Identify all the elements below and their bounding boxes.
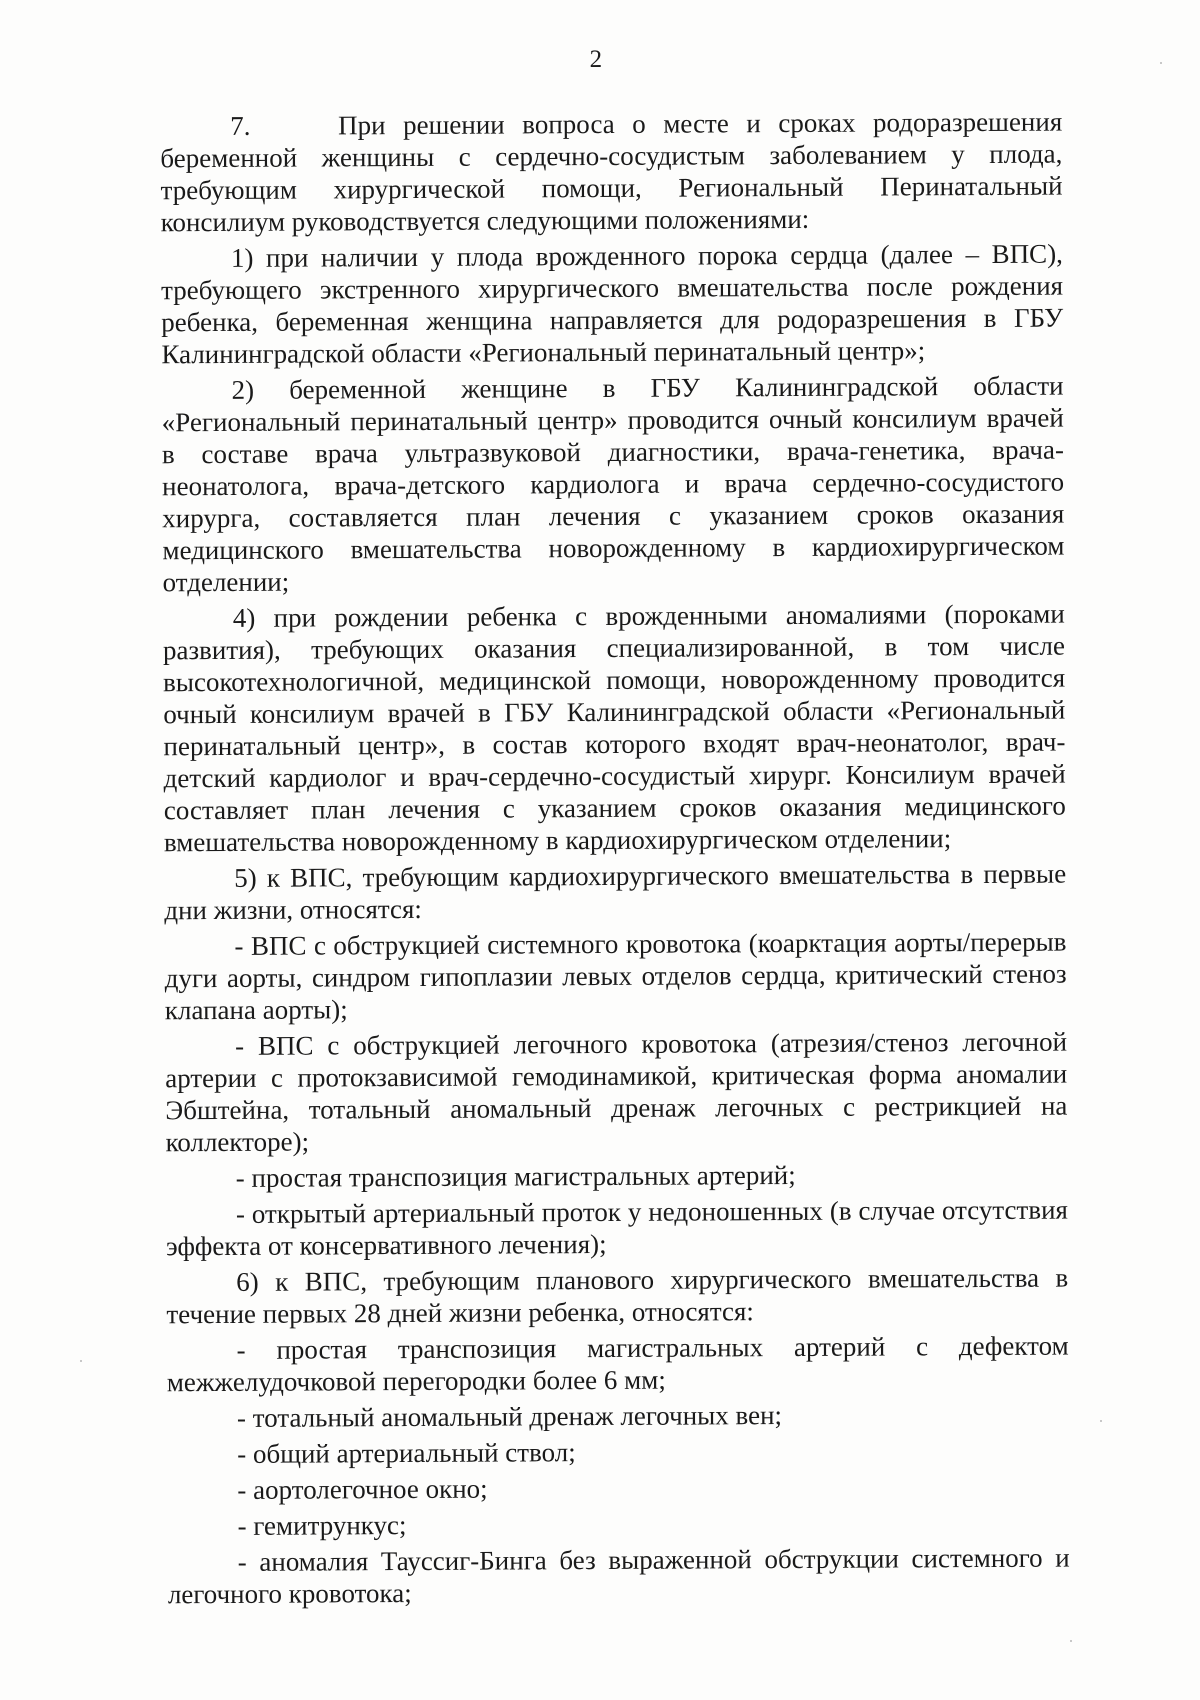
list-item-taussig-bing: - аномалия Тауссиг-Бинга без выраженной обструкции системного и легочного кровотока; (167, 1542, 1070, 1610)
list-item-open-ductus: - открытый артериальный проток у недоношенных (в случае отсутствия эффекта от консервативного лечения); (165, 1194, 1068, 1262)
list-item-common-arterial-trunk: - общий артериальный ствол; (237, 1437, 576, 1469)
list-item-transposition-vsd: - простая транспозиция магистральных артерий с дефектом межжелудочковой перегородки более 6 мм; (166, 1330, 1069, 1398)
page-number: 2 (589, 45, 603, 74)
paragraph-item-2: 2) беременной женщине в ГБУ Калининградской области «Региональный перинатальный центр» проводится очный консилиум врачей в составе врача ультразвуковой диагностики, врача-генетика, врача-неонатолога, врача-детского кардиолога и врача сердечно-сосудистого хирурга, составляется план лечения с указанием сроков оказания медицинского вмешательства новорожденному в кардиохирургическом отделении; (161, 370, 1065, 598)
list-item-simple-transposition: - простая транспозиция магистральных артерий; (235, 1159, 796, 1193)
scan-speck (1100, 1420, 1102, 1422)
scan-speck (80, 1360, 82, 1362)
document-body (160, 106, 1070, 1611)
scan-speck (1070, 1640, 1072, 1642)
paragraph-item-6: 6) к ВПС, требующим планового хирургического вмешательства в течение первых 28 дней жизни ребенка, относятся: (166, 1262, 1069, 1330)
paragraph-item-1: 1) при наличии у плода врожденного порока сердца (далее – ВПС), требующего экстренного хирургического вмешательства после рождения ребенка, беременная женщина направляется для родоразрешения в ГБУ Калининградской области «Региональный перинатальный центр»; (160, 238, 1064, 370)
list-item-total-anomalous-drainage: - тотальный аномальный дренаж легочных вен; (236, 1400, 783, 1433)
list-item-hemitruncus: - гемитрункус; (237, 1510, 407, 1541)
paragraph-item-5: 5) к ВПС, требующим кардиохирургического вмешательства в первые дни жизни, относятся: (164, 858, 1067, 926)
list-item-pulmonary-obstruction: - ВПС с обструкцией легочного кровотока (атрезия/стеноз легочной артерии с протокзависимой гемодинамикой, критическая форма аномалии Эбштейна, тотальный аномальный дренаж легочных с рестрикцией на коллекторе); (165, 1026, 1068, 1158)
list-item-aortopulmonary-window: - аортолегочное окно; (237, 1473, 488, 1505)
scan-speck (1160, 62, 1162, 64)
paragraph-7: 7. При решении вопроса о месте и сроках родоразрешения беременной женщины с сердечно-сосудистым заболеванием у плода, требующим хирургической помощи, Региональный Перинатальный консилиум руководствуется следующими положениями: (160, 106, 1063, 238)
list-item-systemic-obstruction: - ВПС с обструкцией системного кровотока (коарктация аорты/перерыв дуги аорты, синдром гипоплазии левых отделов сердца, критический стеноз клапана аорты); (164, 926, 1067, 1026)
paragraph-item-4: 4) при рождении ребенка с врожденными аномалиями (пороками развития), требующих оказания специализированной, в том числе высокотехнологичной, медицинской помощи, новорожденному проводится очный консилиум врачей в ГБУ Калининградской области «Региональный перинатальный центр», в состав которого входят врач-неонатолог, врач-детский кардиолог и врач-сердечно-сосудистый хирург. Консилиум врачей составляет план лечения с указанием сроков оказания медицинского вмешательства новорожденному в кардиохирургическом отделении; (162, 598, 1066, 858)
